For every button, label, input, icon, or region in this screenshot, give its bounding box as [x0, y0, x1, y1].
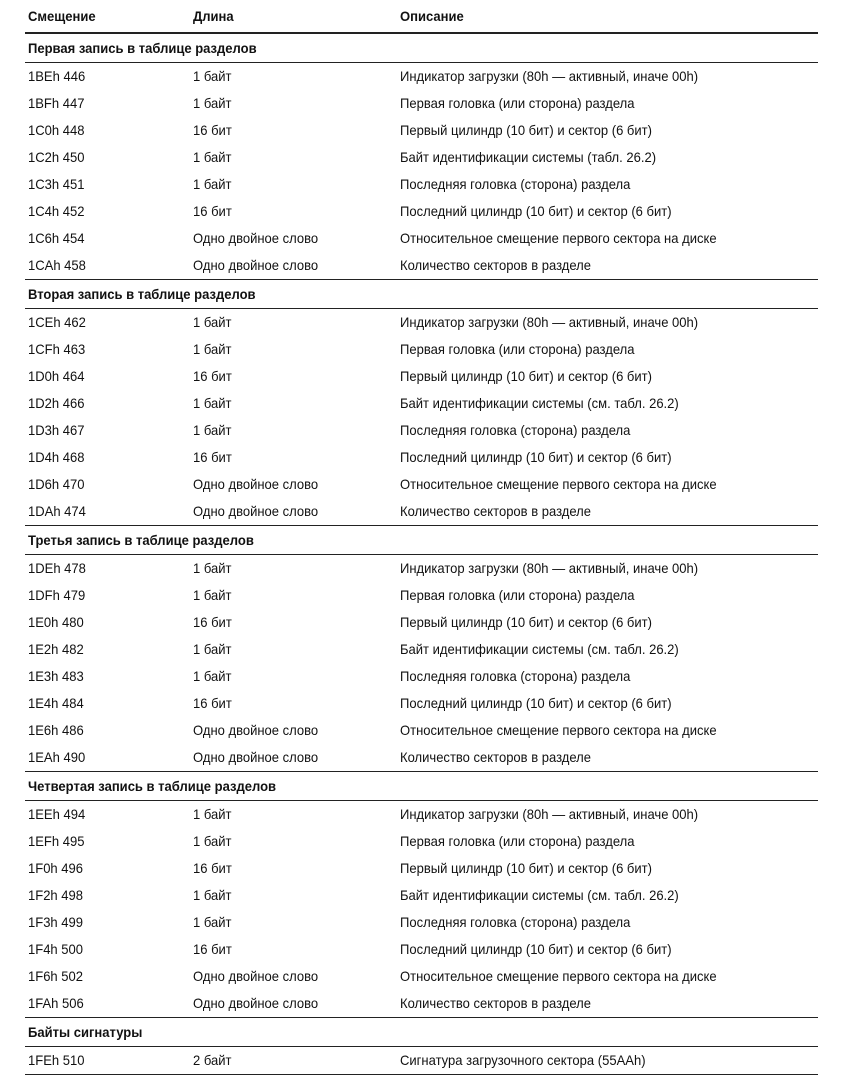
- section-header: [25, 526, 818, 555]
- table-row: [25, 198, 818, 225]
- section-title: Третья запись в таблице разделов: [25, 526, 818, 555]
- cell-description: Байт идентификации системы (см. табл. 26.2): [400, 395, 679, 411]
- cell-length: 1 байт: [193, 560, 232, 576]
- table-row: [25, 882, 818, 909]
- table-row: [25, 252, 818, 280]
- cell-description: Байт идентификации системы (табл. 26.2): [400, 149, 657, 165]
- cell-length: Одно двойное слово: [193, 722, 319, 738]
- cell-description: Относительное смещение первого сектора на диске: [400, 230, 717, 246]
- cell-description: Последняя головка (сторона) раздела: [400, 176, 631, 192]
- table-row: [25, 801, 818, 829]
- table-row: [25, 963, 818, 990]
- cell-description: Последняя головка (сторона) раздела: [400, 422, 631, 438]
- table-row: [25, 471, 818, 498]
- table-row: [25, 717, 818, 744]
- cell-length: Одно двойное слово: [193, 476, 319, 492]
- cell-length: 16 бит: [193, 614, 232, 630]
- table-row: [25, 828, 818, 855]
- cell-offset: 1D4h 468: [28, 449, 85, 465]
- cell-description: Последний цилиндр (10 бит) и сектор (6 бит): [400, 941, 672, 957]
- cell-offset: 1C4h 452: [28, 203, 85, 219]
- cell-description: Первая головка (или сторона) раздела: [400, 95, 635, 111]
- cell-offset: 1F6h 502: [28, 968, 84, 984]
- cell-description: Относительное смещение первого сектора на диске: [400, 722, 717, 738]
- cell-description: Индикатор загрузки (80h — активный, иначе 00h): [400, 314, 699, 330]
- table-row: [25, 171, 818, 198]
- cell-offset: 1FEh 510: [25, 1047, 190, 1075]
- table-row: [25, 690, 818, 717]
- section-title: Вторая запись в таблице разделов: [25, 280, 818, 309]
- cell-description: Первый цилиндр (10 бит) и сектор (6 бит): [400, 368, 652, 384]
- cell-length: 2 байт: [190, 1047, 397, 1075]
- section-header: [25, 280, 818, 309]
- section-header: [25, 33, 818, 63]
- cell-description: Количество секторов в разделе: [400, 995, 592, 1011]
- section-header: [25, 772, 818, 801]
- cell-description: Первый цилиндр (10 бит) и сектор (6 бит): [400, 860, 652, 876]
- cell-description: Последний цилиндр (10 бит) и сектор (6 бит): [400, 695, 672, 711]
- cell-length: 1 байт: [193, 422, 232, 438]
- cell-description: Количество секторов в разделе: [400, 257, 592, 273]
- cell-length: Одно двойное слово: [193, 749, 319, 765]
- table-row: [25, 444, 818, 471]
- cell-description: Индикатор загрузки (80h — активный, иначе 00h): [400, 68, 699, 84]
- cell-description: Первый цилиндр (10 бит) и сектор (6 бит): [400, 122, 652, 138]
- cell-offset: 1C2h 450: [28, 149, 85, 165]
- header-length: Длина: [190, 0, 397, 33]
- cell-offset: 1F2h 498: [28, 887, 84, 903]
- cell-length: 1 байт: [193, 641, 232, 657]
- table-row: [25, 936, 818, 963]
- cell-description: Количество секторов в разделе: [400, 503, 592, 519]
- table-row: [25, 909, 818, 936]
- cell-offset: 1F4h 500: [28, 941, 84, 957]
- cell-offset: 1CFh 463: [28, 341, 86, 357]
- cell-offset: 1E2h 482: [28, 641, 84, 657]
- cell-offset: 1F0h 496: [28, 860, 84, 876]
- cell-description: Последняя головка (сторона) раздела: [400, 914, 631, 930]
- header-offset: Смещение: [25, 0, 190, 33]
- cell-offset: 1E3h 483: [28, 668, 84, 684]
- cell-offset: 1EFh 495: [28, 833, 85, 849]
- table-row: [25, 363, 818, 390]
- cell-description: Последний цилиндр (10 бит) и сектор (6 бит): [400, 203, 672, 219]
- header-description: Описание: [397, 0, 818, 33]
- cell-description: Байт идентификации системы (см. табл. 26.2): [400, 641, 679, 657]
- table-row: [25, 144, 818, 171]
- cell-offset: 1C6h 454: [28, 230, 85, 246]
- cell-length: 1 байт: [193, 806, 232, 822]
- cell-description: Количество секторов в разделе: [400, 749, 592, 765]
- section-title: Четвертая запись в таблице разделов: [25, 772, 818, 801]
- cell-description: Индикатор загрузки (80h — активный, иначе 00h): [400, 806, 699, 822]
- cell-offset: 1CAh 458: [28, 257, 86, 273]
- cell-offset: 1E0h 480: [28, 614, 84, 630]
- table-body: [25, 33, 818, 1075]
- cell-length: Одно двойное слово: [193, 995, 319, 1011]
- cell-length: 16 бит: [193, 941, 232, 957]
- cell-length: 1 байт: [193, 833, 232, 849]
- cell-description: Относительное смещение первого сектора на диске: [400, 476, 717, 492]
- cell-description: Индикатор загрузки (80h — активный, иначе 00h): [400, 560, 699, 576]
- cell-description: Первая головка (или сторона) раздела: [400, 833, 635, 849]
- cell-description: Первый цилиндр (10 бит) и сектор (6 бит): [400, 614, 652, 630]
- table-row: [25, 117, 818, 144]
- cell-offset: 1CEh 462: [28, 314, 86, 330]
- cell-length: 16 бит: [193, 203, 232, 219]
- cell-description: Первая головка (или сторона) раздела: [400, 587, 635, 603]
- cell-length: 1 байт: [193, 395, 232, 411]
- cell-length: 1 байт: [193, 668, 232, 684]
- table-row: [25, 609, 818, 636]
- cell-offset: 1DAh 474: [28, 503, 86, 519]
- table-row: [25, 309, 818, 337]
- cell-length: 1 байт: [193, 914, 232, 930]
- cell-offset: 1C3h 451: [28, 176, 85, 192]
- cell-length: 1 байт: [193, 176, 232, 192]
- cell-description: Последняя головка (сторона) раздела: [400, 668, 631, 684]
- table-row: [25, 90, 818, 117]
- cell-offset: 1EEh 494: [28, 806, 86, 822]
- cell-length: Одно двойное слово: [193, 968, 319, 984]
- cell-length: 1 байт: [193, 95, 232, 111]
- section-title: Байты сигнатуры: [25, 1018, 818, 1047]
- table-row: [25, 744, 818, 772]
- table-row: [25, 555, 818, 583]
- cell-offset: 1D0h 464: [28, 368, 85, 384]
- cell-description: Относительное смещение первого сектора на диске: [400, 968, 717, 984]
- partition-table: [25, 0, 818, 1075]
- table-header: [25, 0, 818, 33]
- cell-description: Байт идентификации системы (см. табл. 26.2): [400, 887, 679, 903]
- cell-offset: 1E4h 484: [28, 695, 84, 711]
- table-row: [25, 498, 818, 526]
- cell-offset: 1F3h 499: [28, 914, 84, 930]
- cell-length: 1 байт: [193, 149, 232, 165]
- table-row: [25, 855, 818, 882]
- cell-length: 16 бит: [193, 449, 232, 465]
- cell-length: 1 байт: [193, 341, 232, 357]
- table-row: [25, 582, 818, 609]
- cell-length: 1 байт: [193, 887, 232, 903]
- cell-offset: 1BFh 447: [28, 95, 85, 111]
- cell-length: Одно двойное слово: [193, 257, 319, 273]
- cell-length: Одно двойное слово: [193, 503, 319, 519]
- table-row: [25, 990, 818, 1018]
- table-row: [25, 336, 818, 363]
- cell-length: 1 байт: [193, 587, 232, 603]
- table-row: [25, 225, 818, 252]
- cell-offset: 1DFh 479: [28, 587, 86, 603]
- section-title: Первая запись в таблице разделов: [25, 33, 818, 63]
- cell-length: 1 байт: [193, 314, 232, 330]
- cell-offset: 1D3h 467: [28, 422, 85, 438]
- partition-table-document: [25, 0, 818, 1075]
- cell-offset: 1DEh 478: [28, 560, 86, 576]
- cell-description: Сигнатура загрузочного сектора (55AAh): [397, 1047, 818, 1075]
- cell-offset: 1BEh 446: [28, 68, 86, 84]
- cell-offset: 1C0h 448: [28, 122, 85, 138]
- cell-offset: 1D6h 470: [28, 476, 85, 492]
- cell-description: Первая головка (или сторона) раздела: [400, 341, 635, 357]
- cell-length: 16 бит: [193, 368, 232, 384]
- cell-offset: 1FAh 506: [28, 995, 84, 1011]
- table-row: [25, 63, 818, 91]
- cell-length: Одно двойное слово: [193, 230, 319, 246]
- table-row: [25, 417, 818, 444]
- cell-length: 16 бит: [193, 122, 232, 138]
- cell-offset: 1EAh 490: [28, 749, 86, 765]
- table-row: [25, 636, 818, 663]
- section-header: [25, 1018, 818, 1047]
- table-row: [25, 1047, 818, 1075]
- cell-length: 16 бит: [193, 860, 232, 876]
- cell-offset: 1D2h 466: [28, 395, 85, 411]
- cell-offset: 1E6h 486: [28, 722, 84, 738]
- table-row: [25, 390, 818, 417]
- table-row: [25, 663, 818, 690]
- cell-length: 1 байт: [193, 68, 232, 84]
- cell-description: Последний цилиндр (10 бит) и сектор (6 бит): [400, 449, 672, 465]
- cell-length: 16 бит: [193, 695, 232, 711]
